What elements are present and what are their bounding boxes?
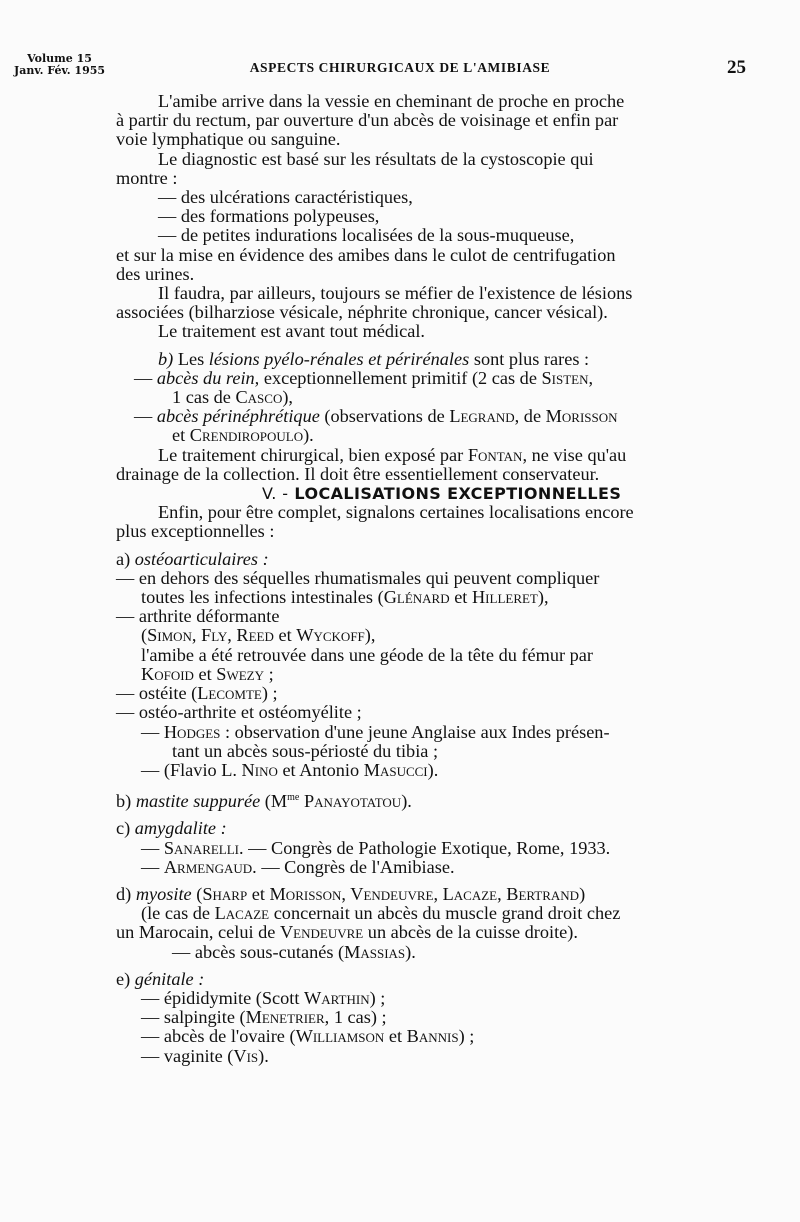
subsection-a: a) ostéoarticulaires : bbox=[116, 548, 269, 569]
text-line: un Marocain, celui de Vendeuvre un abcès de la cuisse droite). bbox=[116, 922, 578, 943]
list-item-cont: (Simon, Fly, Reed et Wyckoff), bbox=[141, 625, 376, 646]
list-item: — ostéite (Lecomte) ; bbox=[116, 683, 278, 704]
author-name: Crendiropoulo bbox=[189, 425, 304, 446]
list-item: — salpingite (Menetrier, 1 cas) ; bbox=[141, 1007, 387, 1028]
author-name: Bannis bbox=[406, 1026, 459, 1047]
text-line: Le traitement est avant tout médical. bbox=[158, 321, 426, 342]
author-name: Fontan, bbox=[467, 444, 528, 465]
author-name: Glénard bbox=[383, 587, 450, 608]
list-item: — abcès périnéphrétique (observations de Legrand, de Morisson bbox=[134, 406, 618, 427]
author-name: Casco bbox=[235, 387, 283, 408]
author-name: Armengaud. bbox=[163, 856, 257, 877]
section-heading: V. - LOCALISATIONS EXCEPTIONNELLES bbox=[262, 484, 622, 504]
volume-number: Volume 15 bbox=[27, 52, 92, 65]
text-line: plus exceptionnelles : bbox=[116, 521, 275, 542]
author-name: Masucci bbox=[363, 759, 428, 780]
list-item: — arthrite déformante bbox=[116, 606, 280, 627]
page-number: 25 bbox=[727, 57, 746, 78]
subsection-e: e) génitale : bbox=[116, 968, 205, 989]
subsection-b: b) Les lésions pyélo-rénales et périrénales sont plus rares : bbox=[158, 348, 590, 369]
list-item-cont: 1 cas de Casco), bbox=[172, 387, 294, 408]
list-item: — vaginite (Vis). bbox=[141, 1045, 269, 1066]
list-item-cont: l'amibe a été retrouvée dans une géode de la tête du fémur par bbox=[141, 644, 593, 665]
author-name: Vis bbox=[233, 1045, 259, 1066]
list-item: — de petites indurations localisées de la sous-muqueuse, bbox=[158, 225, 575, 246]
text-line: montre : bbox=[116, 167, 178, 188]
topic-italic: lésions pyélo-rénales et périrénales bbox=[208, 348, 470, 369]
author-name: Sanarelli. bbox=[163, 837, 244, 858]
list-item-cont: toutes les infections intestinales (Glénard et Hilleret), bbox=[141, 587, 549, 608]
text-line: Enfin, pour être complet, signalons certaines localisations encore bbox=[158, 502, 634, 523]
author-name: Panayotatou bbox=[303, 791, 402, 812]
author-name: Williamson bbox=[295, 1026, 385, 1047]
list-item-cont: Kofoid et Swezy ; bbox=[141, 663, 274, 684]
author-name: Massias bbox=[344, 941, 406, 962]
author-name: Simon, Fly, Reed bbox=[147, 625, 274, 646]
list-item: — des formations polypeuses, bbox=[158, 206, 380, 227]
author-name: Legrand, bbox=[449, 406, 520, 427]
list-item: — abcès sous-cutanés (Massias). bbox=[172, 941, 416, 962]
page-body bbox=[116, 92, 748, 1066]
text-line: des urines. bbox=[116, 263, 195, 284]
text-line: voie lymphatique ou sanguine. bbox=[116, 129, 341, 150]
author-name: Morisson, Vendeuvre, Lacaze, Bertrand bbox=[269, 884, 580, 905]
list-item: — épididymite (Scott Warthin) ; bbox=[141, 988, 386, 1009]
text-line: à partir du rectum, par ouverture d'un abcès de voisinage et enfin par bbox=[116, 110, 619, 131]
text-line: et sur la mise en évidence des amibes dans le culot de centrifugation bbox=[116, 244, 616, 265]
running-title: ASPECTS CHIRURGICAUX DE L'AMIBIASE bbox=[249, 60, 551, 75]
author-name: Sharp bbox=[202, 884, 248, 905]
list-item: — Sanarelli. — Congrès de Pathologie Exotique, Rome, 1933. bbox=[141, 837, 611, 858]
list-item: — Hodges : observation d'une jeune Anglaise aux Indes présen- bbox=[141, 721, 610, 742]
author-name: Sisten, bbox=[541, 367, 594, 388]
subsection-b2: b) mastite suppurée ($M^{me}$ Panayotatou). bbox=[116, 791, 412, 812]
list-item: — ostéo-arthrite et ostéomyélite ; bbox=[116, 702, 362, 723]
text-line: (le cas de Lacaze concernait un abcès du muscle grand droit chez bbox=[141, 903, 621, 924]
text-line: Il faudra, par ailleurs, toujours se méfier de l'existence de lésions bbox=[158, 283, 633, 304]
author-name: Hodges bbox=[163, 721, 221, 742]
list-item: — abcès du rein, exceptionnellement primitif (2 cas de Sisten, bbox=[134, 367, 594, 388]
item-label: b) bbox=[158, 348, 174, 369]
list-item-cont: et Crendiropoulo). bbox=[172, 425, 314, 446]
author-name: Kofoid bbox=[141, 663, 194, 684]
issue-date: Janv. Fév. 1955 bbox=[14, 64, 106, 77]
author-name: Hilleret bbox=[471, 587, 538, 608]
author-name: Lecomte bbox=[197, 683, 262, 704]
author-name: Lacaze bbox=[214, 903, 270, 924]
text-line: associées (bilharziose vésicale, néphrite chronique, cancer vésical). bbox=[116, 302, 608, 323]
author-name: Swezy bbox=[216, 663, 265, 684]
list-item: — (Flavio L. Nino et Antonio Masucci). bbox=[141, 759, 439, 780]
text-line: drainage de la collection. Il doit être essentiellement conservateur. bbox=[116, 463, 600, 484]
list-item: — Armengaud. — Congrès de l'Amibiase. bbox=[141, 856, 455, 877]
subsection-d: d) myosite (Sharp et Morisson, Vendeuvre, Lacaze, Bertrand) bbox=[116, 884, 586, 905]
text-line: Le traitement chirurgical, bien exposé par Fontan, ne vise qu'au bbox=[158, 444, 627, 465]
author-name: Wyckoff bbox=[296, 625, 365, 646]
subsection-c: c) amygdalite : bbox=[116, 818, 227, 839]
author-name: Warthin bbox=[304, 988, 370, 1009]
text-line: Le diagnostic est basé sur les résultats de la cystoscopie qui bbox=[158, 148, 594, 169]
author-name: Nino bbox=[241, 759, 278, 780]
author-name: Menetrier bbox=[245, 1007, 325, 1028]
text-line: L'amibe arrive dans la vessie en cheminant de proche en proche bbox=[158, 91, 625, 111]
author-name: Vendeuvre bbox=[279, 922, 364, 943]
list-item: — abcès de l'ovaire (Williamson et Bannis) ; bbox=[141, 1026, 475, 1047]
list-item: — en dehors des séquelles rhumatismales qui peuvent compliquer bbox=[116, 567, 600, 588]
list-item-cont: tant un abcès sous-périosté du tibia ; bbox=[172, 740, 439, 761]
author-name: Morisson bbox=[545, 406, 618, 427]
list-item: — des ulcérations caractéristiques, bbox=[158, 187, 413, 208]
